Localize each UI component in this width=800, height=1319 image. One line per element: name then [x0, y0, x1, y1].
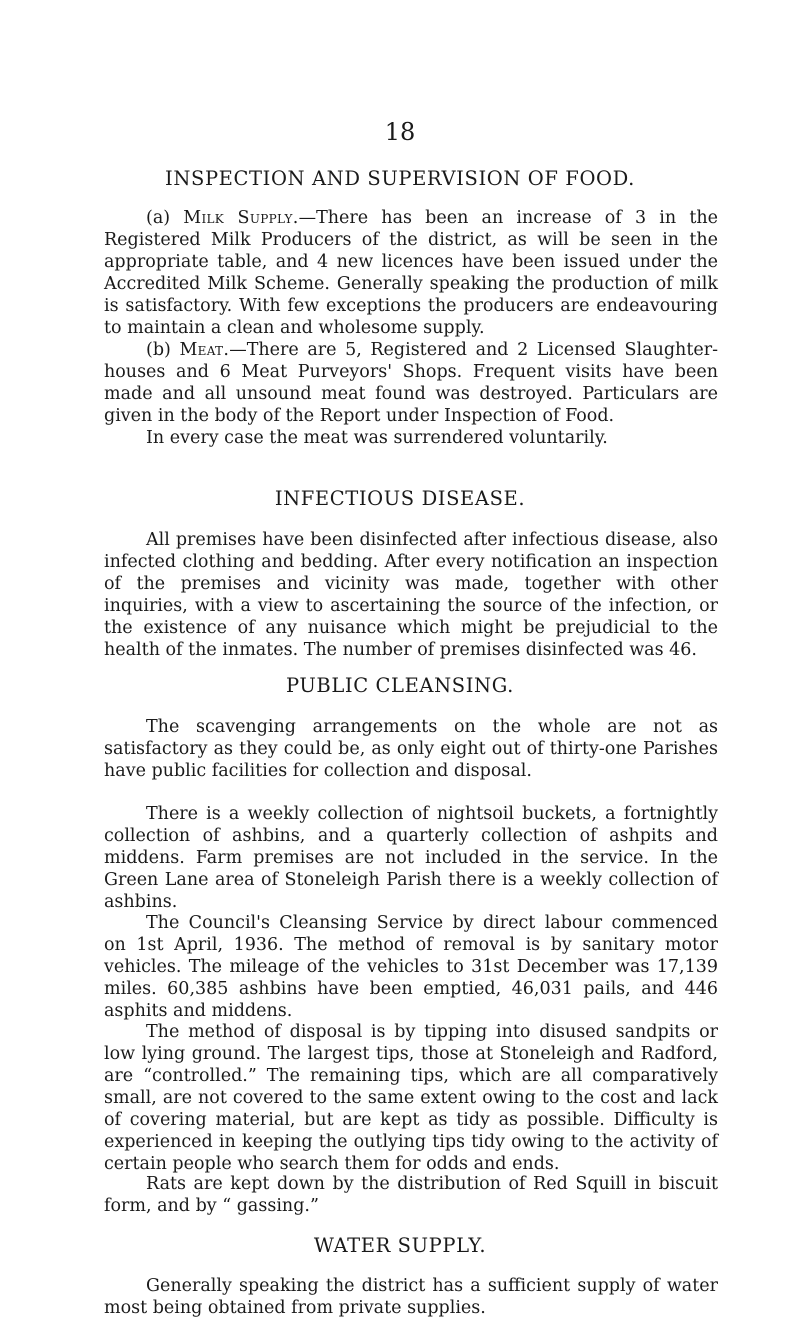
cleansing-paragraph-3: The Council's Cleansing Service by direct labour commenced on 1st April, 1936. The method of removal is by sanitary motor vehicles. The mileage of the vehicles to 31st December was 17,139 miles. 60,385 ashbins have been emptied, 46,031 pails, and 446 asphits and middens. [104, 913, 718, 1021]
public-cleansing-heading: PUBLIC CLEANSING. [286, 674, 514, 697]
infectious-disease-paragraph: All premises have been disinfected after infectious disease, also infected clothing and bedding. After every notification an inspection of the premises and vicinity was made, together with other inquiries, with a view to ascertaining the source of the infection, or the existence of any nuisance which might be prejudicial to the health of the inmates. The number of premises disinfected was 46. [104, 530, 718, 660]
meat-text: —There are 5, Registered and 2 Licensed Slaughter-houses and 6 Meat Purveyors' Shops. Frequent visits have been made and all unsound meat found was destroyed. Particulars are given in the body of the Report under Inspection of Food. [104, 340, 718, 426]
meat-surrender-paragraph: In every case the meat was surrendered voluntarily. [146, 428, 608, 448]
cleansing-paragraph-1: The scavenging arrangements on the whole are not as satisfactory as they could be, as only eight out of thirty-one Parishes have public facilities for collection and disposal. [104, 717, 718, 781]
milk-supply-lead: (a) [146, 208, 184, 228]
meat-title: Meat. [179, 340, 230, 360]
water-supply-heading: WATER SUPPLY. [313, 1234, 487, 1257]
cleansing-paragraph-5: Rats are kept down by the distribution of Red Squill in biscuit form, and by “ gassing.” [104, 1174, 718, 1216]
page-number: 18 [384, 118, 416, 146]
cleansing-paragraph-2: There is a weekly collection of nightsoil buckets, a fortnightly collection of ashbins, and a quarterly collection of ashpits and middens. Farm premises are not included in the service. In the Green Lane area of Stoneleigh Parish there is a weekly collection of ashbins. [104, 804, 718, 912]
cleansing-paragraph-4: The method of disposal is by tipping into disused sandpits or low lying ground. The largest tips, those at Stoneleigh and Radford, are “controlled.” The remaining tips, which are all comparatively small, are not covered to the same extent owing to the cost and lack of covering material, but are kept as tidy as possible. Difficulty is experienced in keeping the outlying tips tidy owing to the activity of certain people who search them for odds and ends. [104, 1022, 718, 1174]
meat-paragraph [104, 339, 718, 427]
milk-supply-paragraph [104, 207, 718, 339]
food-inspection-heading: INSPECTION AND SUPERVISION OF FOOD. [165, 167, 635, 190]
milk-supply-text: —There has been an increase of 3 in the Registered Milk Producers of the district, as will be seen in the appropriate table, and 4 new licences have been issued under the Accredited Milk Scheme. Generally speaking the production of milk is satisfactory. With few exceptions the producers are endeavouring to maintain a clean and wholesome supply. [104, 208, 718, 338]
milk-supply-title: Milk Supply. [183, 208, 299, 228]
infectious-disease-heading: INFECTIOUS DISEASE. [274, 487, 526, 510]
water-supply-paragraph: Generally speaking the district has a sufficient supply of water most being obtained from private supplies. [104, 1276, 718, 1318]
meat-lead: (b) [146, 340, 180, 360]
